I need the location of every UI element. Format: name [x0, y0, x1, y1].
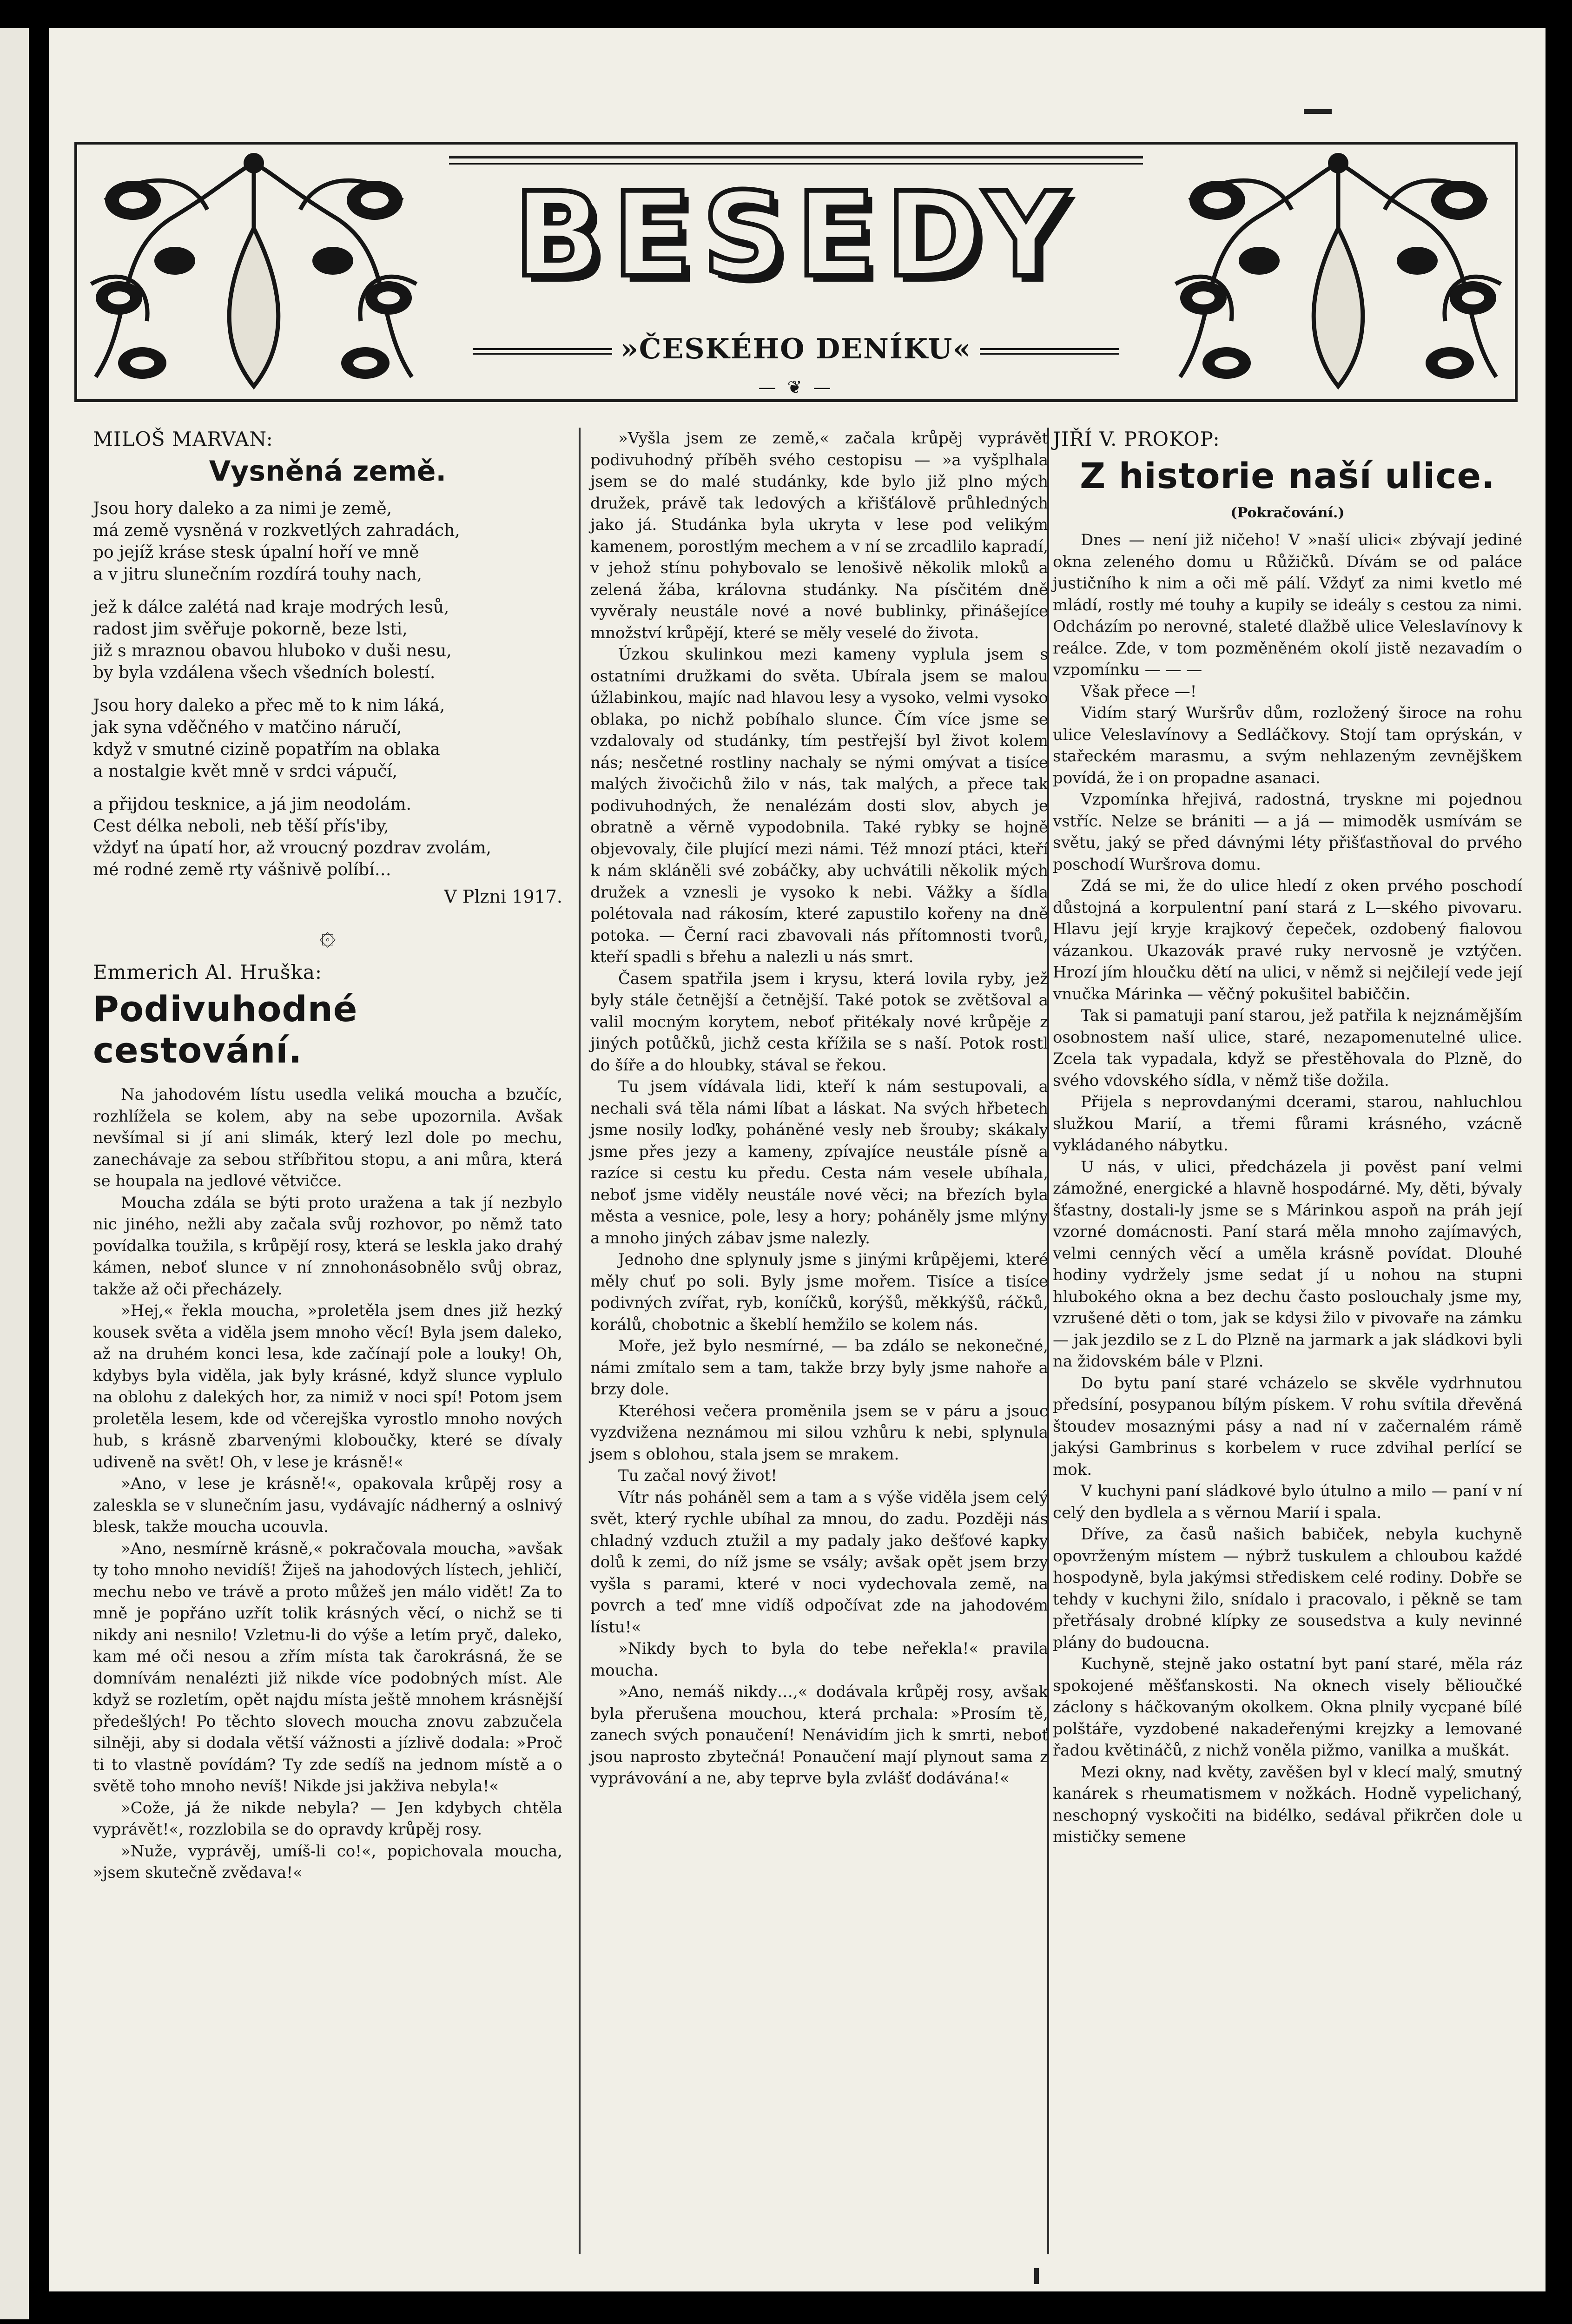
story-paragraph: Úzkou skulinkou mezi kameny vyplula jsem s ostatními družkami do světa. Ubírala jsem se malou úžlabinkou, majíc nad hlavou lesy a vysoko, velmi vysoko oblaka, po nichž pobíhalo slunce. Čím více jsme se vzdalovaly od studánky, tím pestřejší byl život kolem nás; nesčetné rostliny nachaly se nými omývat a tisíce malých živočichů žilo v nás, tak malých, a přece tak podivuhodných, že nenalézám dosti slov, abych je obratně a věrně vypodobnila. Také rybky se hojně objevovaly, čile plující mezi námi. Též mnozí ptáci, kteří k nám skláněli své zobáčky, aby uchvátili několik mých družek a vznesli je vysoko k nebi. Vážky a šídla polétovala nad rákosím, které zapustilo kořeny na dně potoka. — Černí raci zbavovali nás přítomnosti tvorů, kteří spadli s břehu a nalezli u nás smrt.	[590, 645, 1048, 966]
story-paragraph: »Nikdy bych to byla do tebe neřekla!« pravila moucha.	[590, 1639, 1048, 1680]
history-paragraph: Do bytu paní staré vcházelo se skvěle vydrhnutou předsíní, posypanou bílým pískem. V rohu svítila dřevěná štoudev mosaznými pásy a nad ní v začernalém rámě jakýsi Gambrinus s korbelem v ruce zdvihal perlící se mok.	[1053, 1373, 1522, 1479]
poem-line: Jsou hory daleko a za nimi je země,	[93, 499, 392, 518]
history-paragraph: Však přece —!	[1081, 682, 1197, 701]
story-paragraph: Na jahodovém lístu usedla veliká moucha a bzučíc, rozhlížela se kolem, aby na sebe upozornila. Avšak nevšímal si jí ani slimák, který lezl dole po mechu, zanechávaje za sebou stříbřitou stopu, a ani můra, která se houpala na jedlové větvičce.	[93, 1085, 562, 1190]
story-paragraph: Kteréhosi večera proměnila jsem se v páru a jsouc vyzdvižena neznámou mi silou vzhůru k nebi, splynula jsem s oblohou, stala jsem se mrakem.	[590, 1401, 1048, 1464]
continuation-note: (Pokračování.)	[1230, 505, 1345, 521]
floral-ornament-right	[1162, 145, 1515, 399]
title-rule	[449, 156, 1143, 165]
poem-line: jak syna vděčného v matčino náručí,	[93, 718, 402, 737]
poem-line: a přijdou tesknice, a já jim neodolám.	[93, 795, 411, 814]
history-paragraph: Mezi okny, nad květy, zavěšen byl v klecí malý, smutný kanárek s rheumatismem v nožkách. Hodně vypelichaný, neschopný vyskočiti na bidélko, sedával přikrčen dole u mističky semene	[1053, 1763, 1522, 1846]
story-paragraph: »Ano, nemáš nikdy…,« dodávala krůpěj rosy, avšak byla přerušena mouchou, která prchala: »Prosím tě, zanech svých ponaučení! Nenávidím jich k smrti, neboť jsou naprosto zbytečná! Ponaučení mají plynout sama z vyprávování a ne, aby teprve byla zvlášť dodávána!«	[590, 1683, 1048, 1788]
story-paragraph: »Vyšla jsem ze země,« začala krůpěj vyprávět podivuhodný příběh svého cestopisu — »a vyšplhala jsem se do malé studánky, kde bylo již plno mých družek, právě tak ledových a křišťálově průhledných jako já. Studánka byla ukryta v lese pod velikým kamenem, porostlým mechem a v ní se zrcadlilo kapradí, v jehož stínu pohybovalo se lenošivě několik mloků a zelená žába, královna studánky. Na písčitém dně vyvěraly neustále nové a nové bublinky, přinášejíce množství krůpějí, které se měly veselé do života.	[590, 429, 1048, 642]
poem-stanza	[93, 695, 562, 782]
paper-sheet	[49, 28, 1546, 2291]
poem-line: když v smutné cizině popatřím na oblaka	[93, 740, 440, 759]
poem-title: Vysněná země.	[209, 455, 447, 488]
poem-line: vždyť na úpatí hor, až vroucný pozdrav zvolám,	[93, 838, 491, 858]
masthead-small-ornament: — ❦ —	[758, 377, 834, 397]
divider-ornament-icon: ۞	[319, 919, 336, 951]
corner-mark	[1304, 109, 1332, 114]
story-paragraph: »Hej,« řekla moucha, »proletěla jsem dnes již hezký kousek světa a viděla jsem mnoho věcí! Byla jsem daleko, až na druhém konci lesa, kde začínají pole a louky! Oh, kdybys byla viděla, jak byly krásné, když slunce vyplulo na oblohu z dalekých hor, za nimiž v noci spí! Potom jsem proletěla lesem, kde od včerejška vyrostlo mnoho nových hub, s krásně zbarvenými kloboučky, které se dívaly udiveně na svět! Oh, v lese je krásně!«	[93, 1301, 562, 1472]
poem-stanza	[93, 498, 562, 585]
story-paragraph: Moucha zdála se býti proto uražena a tak jí nezbylo nic jiného, nežli aby začala svůj rozhovor, po němž tato povídalka toužila, s krůpějí rosy, která se leskla jako drahý kámen, neboť slunce v ní znnohonásobnělo svůj obraz, takže až oči přecházely.	[93, 1193, 562, 1299]
poem-line: jež k dálce zalétá nad kraje modrých lesů,	[93, 598, 449, 617]
masthead	[74, 142, 1518, 402]
story-paragraph: Časem spatřila jsem i krysu, která lovila ryby, jež byly stále četnější a četnější. Také potok se zvětšoval a valil mocným korytem, neboť přitékaly nové krůpěje z jiných potůčků, jichž cesta křížila se s naší. Potok rostl do šíře a do hloubky, stával se řekou.	[590, 969, 1048, 1075]
story-paragraph: Moře, jež bylo nesmírné, — ba zdálo se nekonečné, námi zmítalo sem a tam, takže brzy byly jsme nahoře a brzy dole.	[590, 1337, 1048, 1399]
poem-line: by byla vzdálena všech všedních bolestí.	[93, 663, 436, 682]
masthead-subtitle-row	[430, 333, 1162, 365]
story-paragraph: »Nuže, vyprávěj, umíš-li co!«, popichovala moucha, »jsem skutečně zvědava!«	[93, 1842, 562, 1882]
subtitle-rule-right	[980, 348, 1119, 355]
history-paragraph: U nás, v ulici, předcházela ji pověst paní velmi zámožné, energické a hlavně hospodárné. My, děti, bývaly šťastny, dostali-ly jsme se s Márinkou aspoň na práh její vzorné domácnosti. Paní stará měla mnoho zajímavých, velmi cenných věcí a uměla krásně povídat. Dlouhé hodiny vydržely jsme sedat jí u nohou na stupni hlubokého okna a bez dechu často poslouchaly jsme my, vzrušené děti o tom, jak se kdysi žilo v pivovaře na zámku — jak jezdilo se z L do Plzně na jarmark a jak sládkovi byli na židovském bále v Plzni.	[1053, 1157, 1522, 1371]
poem-line: má země vysněná v rozkvetlých zahradách,	[93, 521, 460, 540]
story-paragraph: »Ano, v lese je krásně!«, opakovala krůpěj rosy a zaleskla se v slunečním jasu, vydávajíc nádherný a oslnivý blesk, takže moucha ucouvla.	[93, 1474, 562, 1536]
subtitle-rule-left	[473, 348, 612, 355]
story-paragraph: Tu začal nový život!	[618, 1466, 777, 1485]
masthead-title: BESEDY	[514, 167, 1078, 303]
column-rule-1	[579, 428, 581, 2254]
history-paragraph: Kuchyně, stejně jako ostatní byt paní staré, měla ráz spokojené měšťanskosti. Na oknech visely bělioučké záclony s háčkovaným okolkem. Okna plnily vycpané bílé polštáře, vyzdobené nakadeřenými krejzky a lemované řadou květináčů, z nichž voněla pižmo, vanilka a muškát.	[1053, 1655, 1522, 1760]
history-paragraph: Vidím starý Wuršrův dům, rozložený široce na rohu ulice Veleslavínovy a Sedláčkovy. Stojí tam oprýskán, v stařeckém marasmu, a svým nehlazeným zevnějškem povídá, že i on propadne asanaci.	[1053, 704, 1522, 787]
floral-ornament-left	[77, 145, 430, 399]
poem-author: MILOŠ MARVAN:	[93, 428, 273, 450]
history-paragraph: Dnes — není již ničeho! V »naší ulici« zbývají jediné okna zeleného domu u Růžičků. Dívám se od paláce justičního k nim a oči mě pálí. Vždyť za nimi kvetlo mé mládí, rostly mé touhy a kupily se ideály s cestou za nimi. Odcházím po nerovné, staleté dlažbě ulice Veleslavínovy k reálce. Zde, v tom pozměněném okolí jistě nezavadím o vzpomínku — — —	[1053, 531, 1522, 679]
poem-stanza	[93, 793, 562, 881]
story-paragraph: Jednoho dne splynuly jsme s jinými krůpějemi, které měly chuť po soli. Byly jsme mořem. Tisíce a tisíce podivných zvířat, ryb, koníčků, korýšů, měkkýšů, ráčků, korálů, chobotnic a škeblí hemžilo se kolem nás.	[590, 1250, 1048, 1334]
poem-line: Cest délka neboli, neb těší přís'iby,	[93, 817, 389, 836]
poem-line: mé rodné země rty vášnivě políbí…	[93, 860, 391, 879]
poem-line: a nostalgie květ mně v srdci vápučí,	[93, 762, 398, 781]
story-title: Podivuhodné cestování.	[93, 988, 358, 1071]
column-2	[590, 428, 1048, 2287]
poem-line: radost jim svěřuje pokorně, beze lsti,	[93, 620, 408, 639]
story-paragraph: Vítr nás poháněl sem a tam a s výše viděla jsem celý svět, který rychle ubíhal za mnou, do zadu. Později nás chladný vzduch ztužil a my padaly jako dešťové kapky dolů k zemi, do níž jsme se vsály; avšak opět jsem brzy vyšla s parami, které v noci vydechovala země, na povrch a teď mne vidíš odpočívat zde na jahodovém lístu!«	[590, 1488, 1048, 1637]
poem-signature: V Plzni 1917.	[444, 886, 562, 907]
history-paragraph: V kuchyni paní sládkové bylo útulno a milo — paní v ní celý den bydlela a s věrnou Marií i spala.	[1053, 1482, 1522, 1522]
poem-line: po jejíž kráse stesk úpalní hoří ve mně	[93, 543, 419, 562]
poem-line: Jsou hory daleko a přec mě to k nim láká,	[93, 696, 445, 715]
column-1	[93, 428, 562, 2287]
poem-line: již s mraznou obavou hluboko v duši nesu,	[93, 641, 452, 660]
history-title: Z historie naší ulice.	[1080, 455, 1495, 496]
history-paragraph: Vzpomínka hřejivá, radostná, tryskne mi pojednou vstříc. Nelze se brániti — a já — mimoděk usmívám se světu, jaký se před dávnými léty přišťastňoval do prvého poschodí Wuršrova domu.	[1053, 790, 1522, 874]
history-paragraph: Přijela s neprovdanými dcerami, starou, nahluchlou služkou Marií, a třemi fůrami krásného, vzácně vykládaného nábytku.	[1053, 1093, 1522, 1155]
masthead-subtitle: »ČESKÉHO DENÍKU«	[621, 333, 971, 365]
column-3	[1053, 428, 1522, 2287]
poem-stanza	[93, 596, 562, 684]
story-author: Emmerich Al. Hruška:	[93, 961, 323, 984]
history-paragraph: Zdá se mi, že do ulice hledí z oken prvého poschodí důstojná a korpulentní paní stará z L—ského pivovaru. Hlavu její kryje krajkový čepeček, ozdobený fialovou vázankou. Ukazovák pravé ruky nervosně je vztýčen. Hrozí jím hloučku dětí na ulici, v němž si nejčilejí vede její vnučka Márinka — věčný pokušitel babiččin.	[1053, 877, 1522, 1004]
poem-line: a v jitru slunečním rozdírá touhy nach,	[93, 565, 423, 584]
history-paragraph: Tak si pamatuji paní starou, jež patřila k nejznámějším osobnostem naší ulice, staré, nezapomenutelné ulice. Zcela tak vypadala, když se přestěhovala do Plzně, do svého vdovského sídla, v němž tiše dožila.	[1053, 1006, 1522, 1090]
history-paragraph: Dříve, za časů našich babiček, nebyla kuchyně opovrženým místem — nýbrž tuskulem a chloubou každé hospodyně, byla jakýmsi střediskem celé rodiny. Dobře se tehdy v kuchyni žilo, snídalo i pracovalo, i pěkně se tam přetřásaly drobné klípky ze sousedstva a kuly nevinné plány do budoucna.	[1053, 1525, 1522, 1652]
history-author: JIŘÍ V. PROKOP:	[1053, 428, 1220, 450]
adjacent-page-edge	[0, 28, 29, 2319]
story-paragraph: »Ano, nesmírně krásně,« pokračovala moucha, »avšak ty toho mnoho nevidíš! Žiješ na jahodových lístech, jehličí, mechu nebo ve trávě a proto můžeš jen málo vidět! Za to mně je popřáno uzřít tolik krásných věcí, o nichž se ti nikdy ani nesnilo! Vzletnu-li do výše a letím pryč, daleko, kam mé oči nesou a zřím místa tak čarokrásná, že se domnívám nenalézti již nikde více podobných míst. Ale když se rozletím, opět najdu místa ještě mnohem krásnější předešlých! Po těchto slovech moucha znovu zabzučela silněji, aby si dodala větší vážnosti a jízlivě dodala: »Proč ti to vlastně povídám? Ty zde sedíš na jednom místě a o světě toho mnoho nevíš! Nikde jsi jakživa nebyla!«	[93, 1539, 562, 1796]
masthead-title-area	[430, 145, 1162, 399]
story-paragraph: »Cože, já že nikde nebyla? — Jen kdybych chtěla vyprávět!«, rozzlobila se do opravdy krůpěj rosy.	[93, 1798, 562, 1839]
bottom-mark	[1034, 2268, 1039, 2284]
story-paragraph: Tu jsem vídávala lidi, kteří k nám sestupovali, a nechali svá těla námi líbat a láskat. Na svých hřbetech jsme nosily loďky, poháněné vesly neb šrouby; skákaly jsme přes jezy a kameny, zpívajíce neustále písně a razíce si cestu ku předu. Cesta nám vesele ubíhala, neboť jsme viděly neustále nové věci; na březích byla města a vesnice, pole, lesy a hory; poháněly jsme mlýny a mnoho jiných zábav jsme nalezly.	[590, 1077, 1048, 1248]
